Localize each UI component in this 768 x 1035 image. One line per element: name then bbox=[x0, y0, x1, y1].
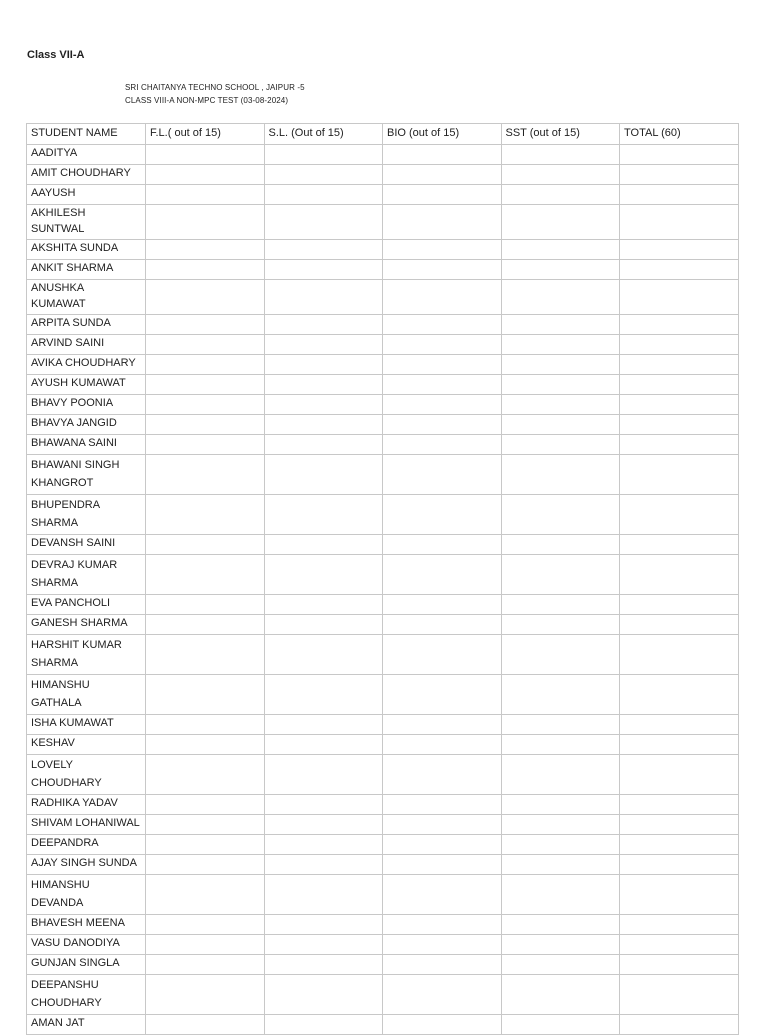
total-cell bbox=[620, 955, 739, 975]
sst-cell bbox=[501, 835, 620, 855]
sl-cell bbox=[264, 165, 383, 185]
student-name-cell: BHAWANI SINGH KHANGROT bbox=[27, 455, 146, 495]
table-row bbox=[27, 715, 739, 735]
student-name-cell: AJAY SINGH SUNDA bbox=[27, 855, 146, 875]
total-cell bbox=[620, 875, 739, 915]
bio-cell bbox=[383, 395, 502, 415]
table-row bbox=[27, 675, 739, 715]
sl-cell bbox=[264, 280, 383, 315]
sst-cell bbox=[501, 415, 620, 435]
bio-cell bbox=[383, 165, 502, 185]
sl-cell bbox=[264, 855, 383, 875]
fl-cell bbox=[146, 675, 265, 715]
fl-cell bbox=[146, 755, 265, 795]
bio-cell bbox=[383, 955, 502, 975]
bio-cell bbox=[383, 240, 502, 260]
sst-cell bbox=[501, 375, 620, 395]
sst-cell bbox=[501, 260, 620, 280]
student-name-cell: ISHA KUMAWAT bbox=[27, 715, 146, 735]
student-name-cell: ARVIND SAINI bbox=[27, 335, 146, 355]
fl-cell bbox=[146, 615, 265, 635]
total-cell bbox=[620, 815, 739, 835]
header-sl: S.L. (Out of 15) bbox=[264, 124, 383, 145]
student-name-cell: KESHAV bbox=[27, 735, 146, 755]
student-name-cell: EVA PANCHOLI bbox=[27, 595, 146, 615]
student-name-cell: LOVELY CHOUDHARY bbox=[27, 755, 146, 795]
total-cell bbox=[620, 915, 739, 935]
sl-cell bbox=[264, 415, 383, 435]
fl-cell bbox=[146, 1015, 265, 1035]
bio-cell bbox=[383, 315, 502, 335]
fl-cell bbox=[146, 635, 265, 675]
total-cell bbox=[620, 395, 739, 415]
sl-cell bbox=[264, 205, 383, 240]
fl-cell bbox=[146, 835, 265, 855]
sst-cell bbox=[501, 165, 620, 185]
total-cell bbox=[620, 755, 739, 795]
bio-cell bbox=[383, 615, 502, 635]
sst-cell bbox=[501, 915, 620, 935]
student-name-cell: BHUPENDRA SHARMA bbox=[27, 495, 146, 535]
sst-cell bbox=[501, 935, 620, 955]
student-name-cell: HIMANSHU GATHALA bbox=[27, 675, 146, 715]
table-row bbox=[27, 185, 739, 205]
total-cell bbox=[620, 455, 739, 495]
fl-cell bbox=[146, 915, 265, 935]
bio-cell bbox=[383, 755, 502, 795]
sst-cell bbox=[501, 955, 620, 975]
student-name-cell: BHAVY POONIA bbox=[27, 395, 146, 415]
fl-cell bbox=[146, 435, 265, 455]
bio-cell bbox=[383, 935, 502, 955]
sst-cell bbox=[501, 395, 620, 415]
student-name-cell: AKHILESH SUNTWAL bbox=[27, 205, 146, 240]
sl-cell bbox=[264, 875, 383, 915]
sst-cell bbox=[501, 675, 620, 715]
fl-cell bbox=[146, 955, 265, 975]
table-row bbox=[27, 375, 739, 395]
sl-cell bbox=[264, 635, 383, 675]
table-row bbox=[27, 615, 739, 635]
total-cell bbox=[620, 415, 739, 435]
sst-cell bbox=[501, 615, 620, 635]
header-bio: BIO (out of 15) bbox=[383, 124, 502, 145]
fl-cell bbox=[146, 815, 265, 835]
table-row bbox=[27, 355, 739, 375]
total-cell bbox=[620, 1015, 739, 1035]
bio-cell bbox=[383, 145, 502, 165]
student-name-cell: VASU DANODIYA bbox=[27, 935, 146, 955]
total-cell bbox=[620, 240, 739, 260]
total-cell bbox=[620, 795, 739, 815]
table-row bbox=[27, 455, 739, 495]
sl-cell bbox=[264, 595, 383, 615]
total-cell bbox=[620, 595, 739, 615]
sl-cell bbox=[264, 395, 383, 415]
student-name-cell: AMAN JAT bbox=[27, 1015, 146, 1035]
fl-cell bbox=[146, 375, 265, 395]
fl-cell bbox=[146, 355, 265, 375]
sst-cell bbox=[501, 555, 620, 595]
total-cell bbox=[620, 205, 739, 240]
bio-cell bbox=[383, 455, 502, 495]
header-total: TOTAL (60) bbox=[620, 124, 739, 145]
school-name: SRI CHAITANYA TECHNO SCHOOL , JAIPUR -5 bbox=[125, 83, 305, 92]
sst-cell bbox=[501, 315, 620, 335]
bio-cell bbox=[383, 260, 502, 280]
sst-cell bbox=[501, 455, 620, 495]
student-name-cell: AAYUSH bbox=[27, 185, 146, 205]
table-row bbox=[27, 1015, 739, 1035]
sst-cell bbox=[501, 755, 620, 795]
sl-cell bbox=[264, 455, 383, 495]
bio-cell bbox=[383, 555, 502, 595]
total-cell bbox=[620, 715, 739, 735]
table-row bbox=[27, 855, 739, 875]
sl-cell bbox=[264, 715, 383, 735]
total-cell bbox=[620, 280, 739, 315]
total-cell bbox=[620, 355, 739, 375]
school-header bbox=[125, 81, 305, 107]
sst-cell bbox=[501, 635, 620, 675]
table-row bbox=[27, 435, 739, 455]
sst-cell bbox=[501, 1015, 620, 1035]
sst-cell bbox=[501, 595, 620, 615]
total-cell bbox=[620, 260, 739, 280]
sst-cell bbox=[501, 205, 620, 240]
fl-cell bbox=[146, 495, 265, 535]
student-name-cell: BHAVESH MEENA bbox=[27, 915, 146, 935]
fl-cell bbox=[146, 415, 265, 435]
student-name-cell: DEEPANSHU CHOUDHARY bbox=[27, 975, 146, 1015]
bio-cell bbox=[383, 815, 502, 835]
table-row bbox=[27, 815, 739, 835]
sl-cell bbox=[264, 735, 383, 755]
total-cell bbox=[620, 335, 739, 355]
sl-cell bbox=[264, 145, 383, 165]
table-row bbox=[27, 875, 739, 915]
sl-cell bbox=[264, 815, 383, 835]
bio-cell bbox=[383, 635, 502, 675]
bio-cell bbox=[383, 595, 502, 615]
sst-cell bbox=[501, 795, 620, 815]
fl-cell bbox=[146, 315, 265, 335]
table-row bbox=[27, 835, 739, 855]
total-cell bbox=[620, 435, 739, 455]
sl-cell bbox=[264, 935, 383, 955]
table-row bbox=[27, 145, 739, 165]
fl-cell bbox=[146, 260, 265, 280]
table-row bbox=[27, 915, 739, 935]
sl-cell bbox=[264, 755, 383, 795]
sst-cell bbox=[501, 185, 620, 205]
sl-cell bbox=[264, 615, 383, 635]
bio-cell bbox=[383, 795, 502, 815]
student-rows bbox=[27, 145, 739, 1035]
bio-cell bbox=[383, 205, 502, 240]
sl-cell bbox=[264, 675, 383, 715]
header-sst: SST (out of 15) bbox=[501, 124, 620, 145]
student-name-cell: AKSHITA SUNDA bbox=[27, 240, 146, 260]
total-cell bbox=[620, 165, 739, 185]
table-row bbox=[27, 240, 739, 260]
fl-cell bbox=[146, 555, 265, 595]
fl-cell bbox=[146, 935, 265, 955]
table-row bbox=[27, 205, 739, 240]
total-cell bbox=[620, 375, 739, 395]
fl-cell bbox=[146, 165, 265, 185]
sst-cell bbox=[501, 815, 620, 835]
total-cell bbox=[620, 735, 739, 755]
student-name-cell: AYUSH KUMAWAT bbox=[27, 375, 146, 395]
bio-cell bbox=[383, 495, 502, 535]
sst-cell bbox=[501, 875, 620, 915]
fl-cell bbox=[146, 185, 265, 205]
total-cell bbox=[620, 675, 739, 715]
sst-cell bbox=[501, 735, 620, 755]
fl-cell bbox=[146, 875, 265, 915]
total-cell bbox=[620, 975, 739, 1015]
fl-cell bbox=[146, 535, 265, 555]
sst-cell bbox=[501, 435, 620, 455]
sst-cell bbox=[501, 715, 620, 735]
sl-cell bbox=[264, 495, 383, 535]
sl-cell bbox=[264, 795, 383, 815]
sst-cell bbox=[501, 975, 620, 1015]
total-cell bbox=[620, 145, 739, 165]
student-name-cell: BHAWANA SAINI bbox=[27, 435, 146, 455]
bio-cell bbox=[383, 835, 502, 855]
fl-cell bbox=[146, 735, 265, 755]
bio-cell bbox=[383, 675, 502, 715]
student-name-cell: AADITYA bbox=[27, 145, 146, 165]
table-row bbox=[27, 335, 739, 355]
sl-cell bbox=[264, 535, 383, 555]
class-label: Class VII-A bbox=[27, 49, 85, 61]
table-row bbox=[27, 935, 739, 955]
sl-cell bbox=[264, 335, 383, 355]
fl-cell bbox=[146, 205, 265, 240]
fl-cell bbox=[146, 855, 265, 875]
header-fl: F.L.( out of 15) bbox=[146, 124, 265, 145]
bio-cell bbox=[383, 535, 502, 555]
student-name-cell: AVIKA CHOUDHARY bbox=[27, 355, 146, 375]
total-cell bbox=[620, 835, 739, 855]
table-row bbox=[27, 555, 739, 595]
student-name-cell: HARSHIT KUMAR SHARMA bbox=[27, 635, 146, 675]
fl-cell bbox=[146, 795, 265, 815]
fl-cell bbox=[146, 280, 265, 315]
test-title: CLASS VIII-A NON-MPC TEST (03-08-2024) bbox=[125, 96, 289, 105]
bio-cell bbox=[383, 855, 502, 875]
fl-cell bbox=[146, 145, 265, 165]
bio-cell bbox=[383, 435, 502, 455]
sl-cell bbox=[264, 555, 383, 595]
sst-cell bbox=[501, 855, 620, 875]
student-name-cell: ANKIT SHARMA bbox=[27, 260, 146, 280]
header-student-name: STUDENT NAME bbox=[27, 124, 146, 145]
table-row bbox=[27, 595, 739, 615]
total-cell bbox=[620, 635, 739, 675]
sl-cell bbox=[264, 240, 383, 260]
table-row bbox=[27, 955, 739, 975]
table-row bbox=[27, 495, 739, 535]
student-name-cell: BHAVYA JANGID bbox=[27, 415, 146, 435]
bio-cell bbox=[383, 335, 502, 355]
total-cell bbox=[620, 615, 739, 635]
total-cell bbox=[620, 855, 739, 875]
sl-cell bbox=[264, 1015, 383, 1035]
total-cell bbox=[620, 495, 739, 535]
student-name-cell: GUNJAN SINGLA bbox=[27, 955, 146, 975]
table-row bbox=[27, 280, 739, 315]
bio-cell bbox=[383, 715, 502, 735]
sst-cell bbox=[501, 280, 620, 315]
table-row bbox=[27, 165, 739, 185]
bio-cell bbox=[383, 735, 502, 755]
sl-cell bbox=[264, 435, 383, 455]
student-name-cell: GANESH SHARMA bbox=[27, 615, 146, 635]
sl-cell bbox=[264, 835, 383, 855]
fl-cell bbox=[146, 595, 265, 615]
student-name-cell: DEVANSH SAINI bbox=[27, 535, 146, 555]
student-name-cell: RADHIKA YADAV bbox=[27, 795, 146, 815]
bio-cell bbox=[383, 1015, 502, 1035]
fl-cell bbox=[146, 455, 265, 495]
sl-cell bbox=[264, 955, 383, 975]
total-cell bbox=[620, 185, 739, 205]
sl-cell bbox=[264, 185, 383, 205]
sl-cell bbox=[264, 915, 383, 935]
sl-cell bbox=[264, 260, 383, 280]
table-row bbox=[27, 260, 739, 280]
student-name-cell: DEVRAJ KUMAR SHARMA bbox=[27, 555, 146, 595]
table-row bbox=[27, 975, 739, 1015]
total-cell bbox=[620, 555, 739, 595]
student-name-cell: SHIVAM LOHANIWAL bbox=[27, 815, 146, 835]
fl-cell bbox=[146, 335, 265, 355]
sst-cell bbox=[501, 355, 620, 375]
sl-cell bbox=[264, 355, 383, 375]
bio-cell bbox=[383, 185, 502, 205]
student-name-cell: AMIT CHOUDHARY bbox=[27, 165, 146, 185]
marks-table bbox=[26, 123, 739, 1035]
bio-cell bbox=[383, 415, 502, 435]
student-name-cell: HIMANSHU DEVANDA bbox=[27, 875, 146, 915]
fl-cell bbox=[146, 240, 265, 260]
bio-cell bbox=[383, 915, 502, 935]
bio-cell bbox=[383, 875, 502, 915]
sl-cell bbox=[264, 975, 383, 1015]
sl-cell bbox=[264, 315, 383, 335]
bio-cell bbox=[383, 375, 502, 395]
sst-cell bbox=[501, 335, 620, 355]
table-row bbox=[27, 415, 739, 435]
table-row bbox=[27, 535, 739, 555]
student-name-cell: ANUSHKA KUMAWAT bbox=[27, 280, 146, 315]
bio-cell bbox=[383, 975, 502, 1015]
table-row bbox=[27, 635, 739, 675]
fl-cell bbox=[146, 715, 265, 735]
total-cell bbox=[620, 315, 739, 335]
fl-cell bbox=[146, 395, 265, 415]
table-row bbox=[27, 755, 739, 795]
total-cell bbox=[620, 935, 739, 955]
sl-cell bbox=[264, 375, 383, 395]
student-name-cell: ARPITA SUNDA bbox=[27, 315, 146, 335]
table-row bbox=[27, 795, 739, 815]
sst-cell bbox=[501, 495, 620, 535]
table-row bbox=[27, 735, 739, 755]
sst-cell bbox=[501, 535, 620, 555]
student-name-cell: DEEPANDRA bbox=[27, 835, 146, 855]
fl-cell bbox=[146, 975, 265, 1015]
sst-cell bbox=[501, 240, 620, 260]
table-header-row bbox=[27, 124, 739, 145]
bio-cell bbox=[383, 280, 502, 315]
total-cell bbox=[620, 535, 739, 555]
bio-cell bbox=[383, 355, 502, 375]
table-row bbox=[27, 395, 739, 415]
sst-cell bbox=[501, 145, 620, 165]
table-row bbox=[27, 315, 739, 335]
